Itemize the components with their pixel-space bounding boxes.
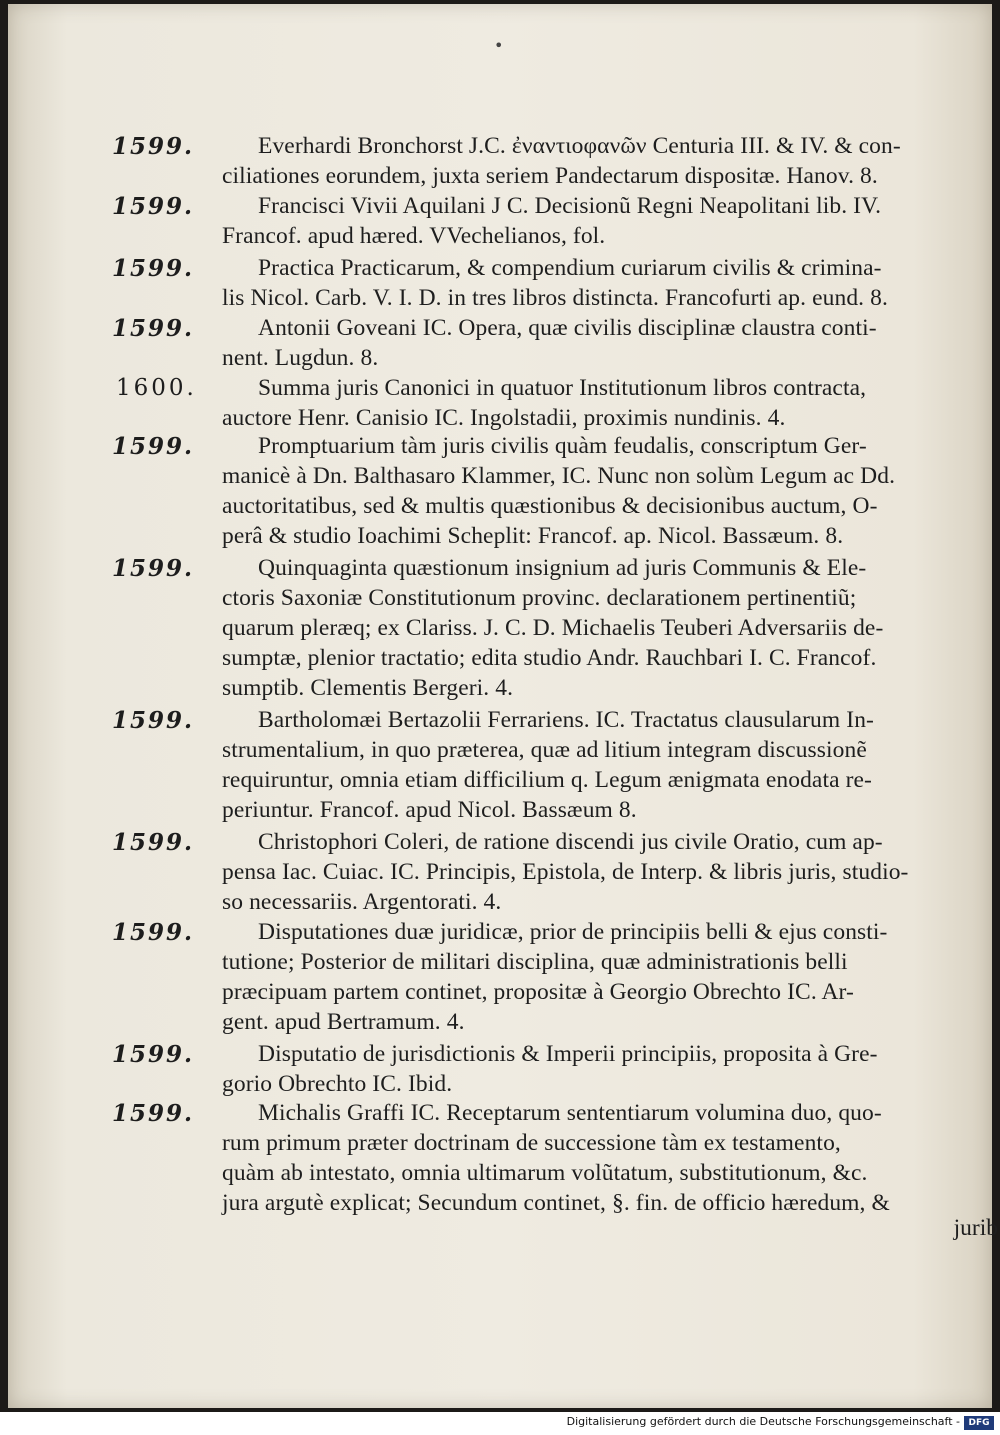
entry-text: Summa juris Canonici in quatuor Institutionum libros contracta, auctore Henr. Canisio IC. Ingolstadii, proximis nundinis. 4. (222, 375, 867, 431)
entry-text: Everhardi Bronchorst J.C. ἐναντιοφανῶν Centuria III. & IV. & con- ciliationes eorundem, juxta seriem Pandectarum dispositæ. Hanov. 8. (222, 133, 901, 189)
entry-text: Disputationes duæ juridicæ, prior de principiis belli & ejus consti- tutione; Posterior de militari disciplina, quæ administrationis belli præcipuam partem continet, propositæ à Georgio Obrechto IC. Ar- gent. apud Bertramum. 4. (222, 919, 888, 1035)
entry-year: 1599. (112, 829, 195, 856)
entry-year: 1599. (112, 433, 195, 460)
page-mark: • (494, 36, 504, 55)
footer-credit: Digitalisierung gefördert durch die Deutsche Forschungsgemeinschaft - (566, 1415, 960, 1428)
entry-text: Bartholomæi Bertazolii Ferrariens. IC. Tractatus clausularum In- strumentalium, in quo præterea, quæ ad litium integram discussionẽ requiruntur, omnia etiam difficilium q. Legum ænigmata enodata re- periuntur. Francof. apud Nicol. Bassæum 8. (222, 707, 874, 823)
entry-year: 1599. (112, 1100, 195, 1127)
footer-bar (0, 1412, 1000, 1435)
entry-year: 1599. (112, 315, 195, 342)
entry-text: Promptuarium tàm juris civilis quàm feudalis, conscriptum Ger- manicè à Dn. Balthasaro Klammer, IC. Nunc non solùm Legum ac Dd. auctoritatibus, sed & multis quæstionibus & decisionibus auctum, O- perâ & studio Ioachimi Scheplit: Francof. ap. Nicol. Bassæum. 8. (222, 433, 896, 549)
entry-year: 1599. (112, 919, 195, 946)
entry-text: Christophori Coleri, de ratione discendi jus civile Oratio, cum ap- pensa Iac. Cuiac. IC. Principis, Epistola, de Interp. & libris juris, studio- so necessariis. Argentorati. 4. (222, 829, 909, 915)
entry-year: 1599. (112, 193, 195, 220)
entry-year: 1600. (116, 375, 197, 401)
entry-text: Francisci Vivii Aquilani J C. Decisionũ Regni Neapolitani lib. IV. Francof. apud hæred. VVechelianos, fol. (222, 193, 882, 249)
entry-text: Disputatio de jurisdictionis & Imperii principiis, proposita à Gre- gorio Obrechto IC. Ibid. (222, 1041, 878, 1097)
entry-text: Michalis Graffi IC. Receptarum sententiarum volumina duo, quo- rum primum præter doctrinam de successione tàm ex testamento, quàm ab intestato, omnia ultimarum volũtatum, substitutionum, &c. jura argutè explicat; Secundum continet, §. fin. de officio hæredum, & (222, 1100, 890, 1216)
entry-text: Practica Practicarum, & compendium curiarum civilis & crimina- lis Nicol. Carb. V. I. D. in tres libros distincta. Francofurti ap. eund. 8. (222, 255, 888, 311)
catchword: jurib (953, 1215, 998, 1241)
entry-text: Antonii Goveani IC. Opera, quæ civilis disciplinæ claustra conti- nent. Lugdun. 8. (222, 315, 877, 371)
entry-year: 1599. (112, 707, 195, 734)
dfg-logo: DFG (964, 1416, 994, 1430)
entry-text: Quinquaginta quæstionum insignium ad juris Communis & Ele- ctoris Saxoniæ Constitutionum provinc. declarationem pertinentiũ; quarum pleræq; ex Clariss. J. C. D. Michaelis Teuberi Adversariis de- sumptæ, plenior tractatio; edita studio Andr. Rauchbari I. C. Francof. sumptib. Clementis Bergeri. 4. (222, 555, 884, 701)
entry-year: 1599. (112, 133, 195, 160)
entry-year: 1599. (112, 1041, 195, 1068)
entry-year: 1599. (112, 555, 195, 582)
entry-year: 1599. (112, 255, 195, 282)
